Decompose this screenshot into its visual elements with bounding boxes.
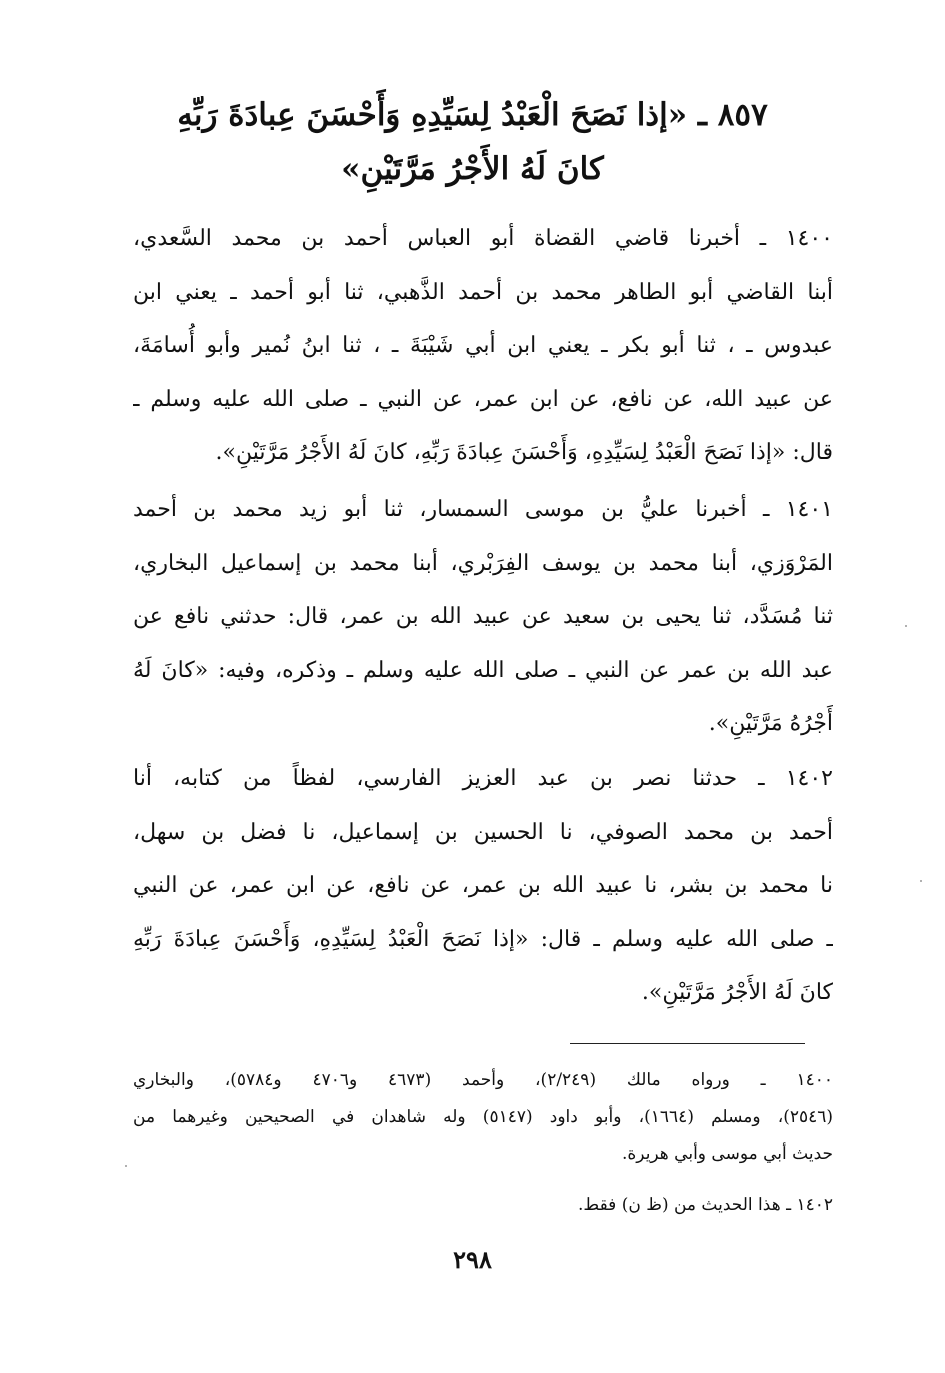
hadith-1402 [133, 752, 833, 1020]
footnote-1402 [133, 1187, 833, 1224]
text-line: أحمد بن محمد الصوفي، نا الحسين بن إسماعيل، نا فضل بن سهل، [133, 819, 833, 845]
footnote-line: (٢٥٤٦)، ومسلم (١٦٦٤)، وأبو داود (٥١٤٧) وله شاهدان في الصحيحين وغيرهما من [133, 1107, 834, 1127]
hadith-1401 [133, 483, 833, 751]
chapter-heading [110, 88, 835, 196]
text-line: قال: «إذا نَصَحَ الْعَبْدُ لِسَيِّدِهِ، وَأَحْسَنَ عِبادَةَ رَبِّهِ، كانَ لَهُ الأَجْرُ مَرَّتَيْنِ». [215, 440, 833, 465]
scan-speck [125, 1165, 127, 1167]
scan-speck [920, 880, 922, 882]
footnote-line: حديث أبي موسى وأبي هريرة. [622, 1144, 833, 1164]
footnote-divider [570, 1043, 805, 1044]
text-line: أَجْرُهُ مَرَّتَيْنِ». [708, 711, 833, 736]
text-line: المَرْوَزي، أبنا محمد بن يوسف الفِرَبْري، أبنا محمد بن إسماعيل البخاري، [133, 550, 833, 576]
text-line: ١٤٠٢ ـ حدثنا نصر بن عبد العزيز الفارسي، لفظاً من كتابه، أنا [133, 766, 833, 791]
text-line: نا محمد بن بشر، نا عبيد الله بن عمر، عن نافع، عن ابن عمر، عن النبي [133, 873, 833, 898]
text-line: ١٤٠٠ ـ أخبرنا قاضي القضاة أبو العباس أحمد بن محمد السَّعدي، [133, 226, 833, 251]
footnote-line: ١٤٠٢ ـ هذا الحديث من (ظ ن) فقط. [578, 1195, 833, 1215]
chapter-title-line-2: كانَ لَهُ الأَجْرُ مَرَّتَيْنِ» [341, 151, 604, 187]
footnotes [133, 1062, 833, 1224]
text-line: أبنا القاضي أبو الطاهر محمد بن أحمد الذَّهبي، ثنا أبو أحمد ـ يعني ابن [133, 279, 833, 305]
page-number: ٢٩٨ [453, 1245, 492, 1274]
footnote-1400 [133, 1062, 833, 1173]
footnote-line: ١٤٠٠ ـ ورواه مالك (٢/٢٤٩)، وأحمد (٤٦٧٣ و٤٧٠٦ و٥٧٨٤)، والبخاري [133, 1070, 833, 1090]
chapter-title-line-1: ٨٥٧ ـ «إذا نَصَحَ الْعَبْدُ لِسَيِّدِهِ وَأَحْسَنَ عِبادَةَ رَبِّهِ [177, 97, 768, 133]
text-line: ١٤٠١ ـ أخبرنا عليُّ بن موسى السمسار، ثنا أبو زيد محمد بن أحمد [133, 497, 833, 522]
hadith-1400 [133, 212, 833, 480]
text-line: عن عبيد الله، عن نافع، عن ابن عمر، عن النبي ـ صلى الله عليه وسلم ـ [133, 386, 833, 412]
text-line: ـ صلى الله عليه وسلم ـ قال: «إذا نَصَحَ الْعَبْدُ لِسَيِّدِهِ، وَأَحْسَنَ عِبادَةَ رَبِّهِ [133, 926, 833, 952]
text-line: عبد الله بن عمر عن النبي ـ صلى الله عليه وسلم ـ وذكره، وفيه: «كانَ لَهُ [133, 657, 833, 683]
text-line: كانَ لَهُ الأَجْرُ مَرَّتَيْنِ». [641, 980, 833, 1005]
scan-speck [905, 625, 907, 627]
text-line: عبدوس ـ ، ثنا أبو بكر ـ يعني ابن أبي شَيْبَةَ ـ ، ثنا ابنُ نُمير وأبو أُسامَةَ، [133, 333, 833, 358]
text-line: ثنا مُسَدَّد، ثنا يحيى بن سعيد عن عبيد الله بن عمر، قال: حدثني نافع عن [133, 604, 833, 629]
